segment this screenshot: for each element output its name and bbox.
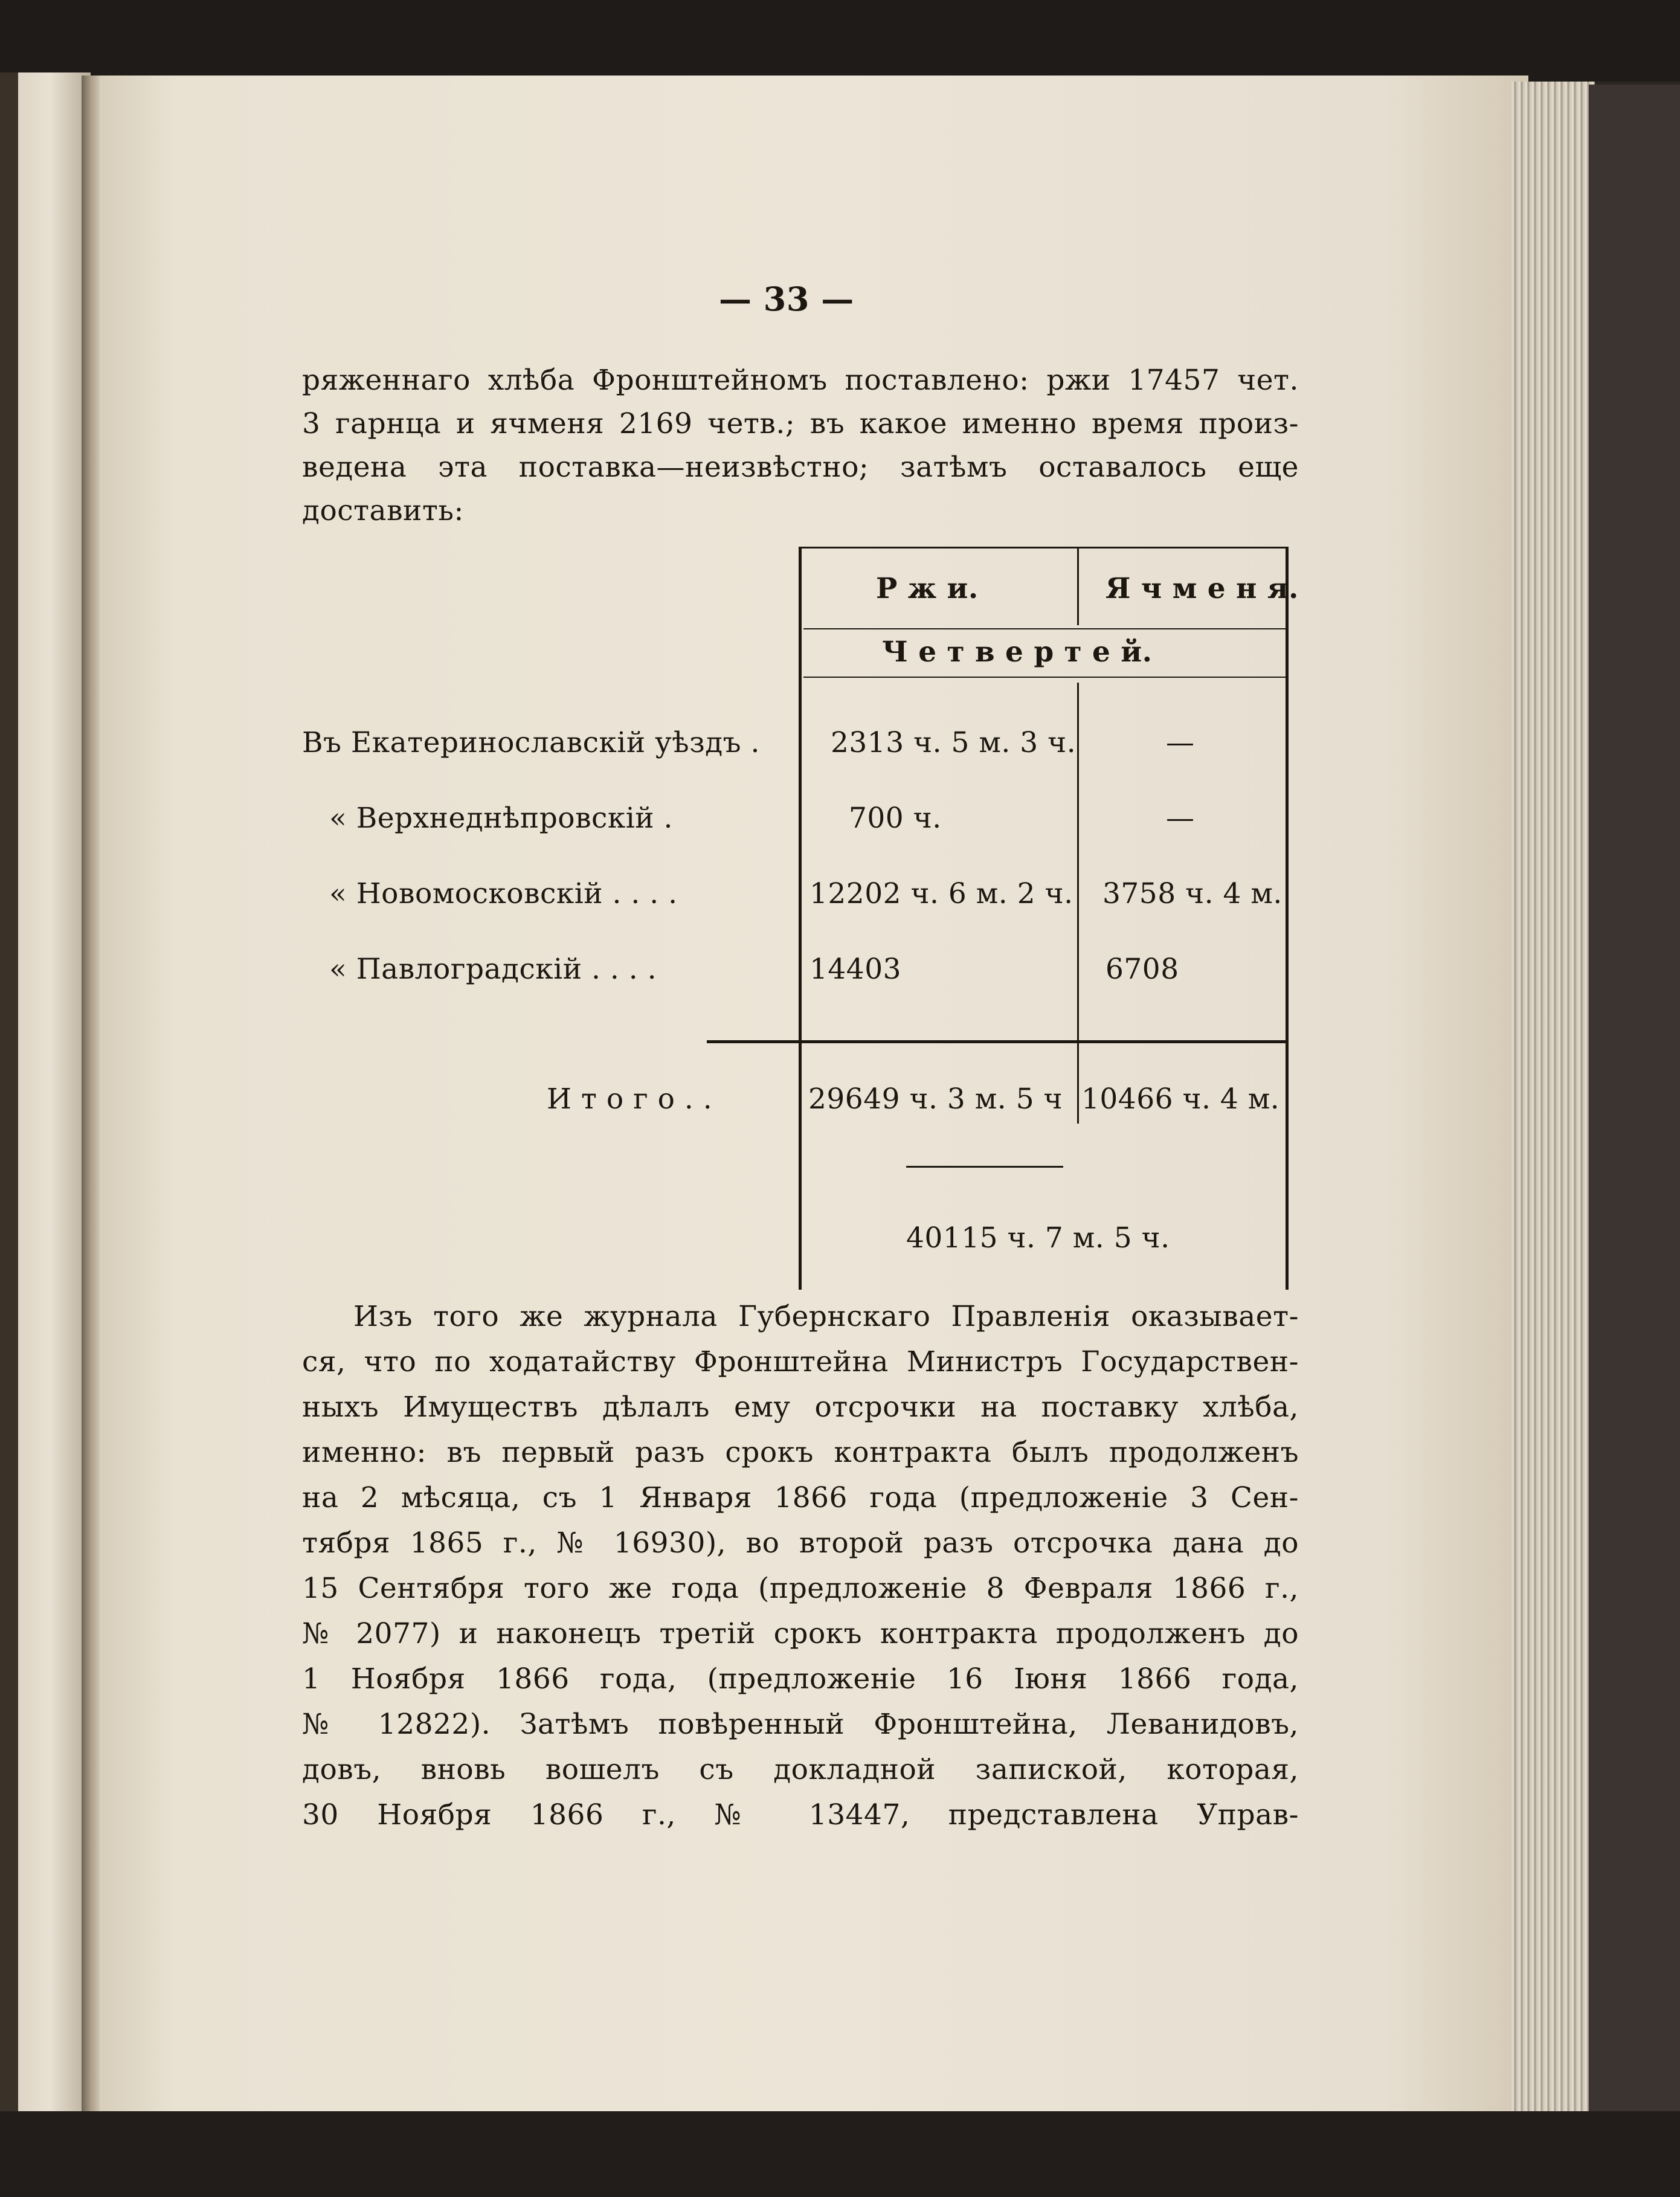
intro-line-3: ведена эта поставка—неизвѣстно; затѣмъ оставалось еще xyxy=(302,451,1299,484)
unit-header: Ч е т в е р т е й. xyxy=(882,635,1153,669)
row-district: « Павлоградскій . . . . xyxy=(329,953,657,986)
row-rye: 14403 xyxy=(809,953,902,986)
book-cover-left xyxy=(0,72,18,2114)
table-rule-total-split xyxy=(1077,1045,1079,1124)
col-header-rye: Р ж и. xyxy=(876,572,979,605)
body-line-1: Изъ того же журнала Губернскаго Правленія оказывает- xyxy=(353,1300,1299,1333)
row-barley: 6708 xyxy=(1106,953,1179,986)
row-rye: 12202 ч. 6 м. 2 ч. xyxy=(809,877,1073,910)
body-line-12: 30 Ноября 1866 г., № 13447, представлена Управ- xyxy=(302,1798,1299,1832)
row-barley: 3758 ч. 4 м. xyxy=(1102,877,1283,910)
body-line-3: ныхъ Имуществъ дѣлалъ ему отсрочки на поставку хлѣба, xyxy=(302,1391,1299,1424)
intro-line-2: 3 гарнца и ячменя 2169 четв.; въ какое именно время произ- xyxy=(302,407,1299,440)
total-rye: 29649 ч. 3 м. 5 ч xyxy=(808,1082,1063,1116)
table-rule-sum xyxy=(707,1040,1289,1043)
page-edges-stack xyxy=(1510,82,1595,2111)
body-line-8: № 2077) и наконецъ третій срокъ контракта продолженъ до xyxy=(302,1617,1299,1650)
body-line-2: ся, что по ходатайству Фронштейна Министръ Государствен- xyxy=(302,1345,1299,1378)
intro-line-1: ряженнаго хлѣба Фронштейномъ поставлено: ржи 17457 чет. xyxy=(302,364,1299,397)
body-line-4: именно: въ первый разъ срокъ контракта былъ продолженъ xyxy=(302,1436,1299,1469)
col-header-barley: Я ч м е н я. xyxy=(1106,572,1299,605)
total-barley: 10466 ч. 4 м. xyxy=(1081,1082,1280,1116)
table-rule-right xyxy=(1286,547,1289,1290)
body-line-9: 1 Ноября 1866 года, (предложеніе 16 Іюня 1866 года, xyxy=(302,1662,1299,1696)
row-rye: 2313 ч. 5 м. 3 ч. xyxy=(831,726,1077,759)
row-district: « Верхнеднѣпровскій . xyxy=(329,802,673,835)
grand-total: 40115 ч. 7 м. 5 ч. xyxy=(906,1221,1170,1255)
table-rule-header-split xyxy=(1077,547,1079,625)
page-gutter xyxy=(82,76,100,2111)
photo-background-top xyxy=(0,0,1680,82)
row-district: « Новомосковскій . . . . xyxy=(329,877,678,910)
row-rye: 700 ч. xyxy=(849,802,942,835)
photo-background-bottom xyxy=(0,2111,1680,2197)
table-rule-mid xyxy=(1077,683,1079,1045)
body-line-7: 15 Сентября того же года (предложеніе 8 Февраля 1866 г., xyxy=(302,1572,1299,1605)
row-barley: — xyxy=(1166,802,1195,835)
total-label: И т о г о . . xyxy=(547,1082,713,1116)
body-line-6: тября 1865 г., № 16930), во второй разъ отсрочка дана до xyxy=(302,1526,1299,1560)
body-line-11: довъ, вновь вошелъ съ докладной запиской, которая, xyxy=(302,1753,1299,1786)
intro-line-4: доставить: xyxy=(302,494,464,527)
table-rule-top xyxy=(799,547,1289,548)
book-cover-right xyxy=(1589,85,1680,2114)
body-line-10: № 12822). Затѣмъ повѣренный Фронштейна, Леванидовъ, xyxy=(302,1708,1299,1741)
body-line-5: на 2 мѣсяца, съ 1 Января 1866 года (предложеніе 3 Сен- xyxy=(302,1481,1299,1514)
row-barley: — xyxy=(1166,726,1195,759)
page-number: — 33 — xyxy=(719,280,854,318)
table-rule-header-bottom xyxy=(803,628,1287,629)
row-district: Въ Екатеринославскій уѣздъ . xyxy=(302,726,760,759)
table-rule-left xyxy=(799,547,802,1290)
table-rule-unit-bottom xyxy=(803,677,1287,678)
table-rule-grand xyxy=(906,1166,1063,1168)
